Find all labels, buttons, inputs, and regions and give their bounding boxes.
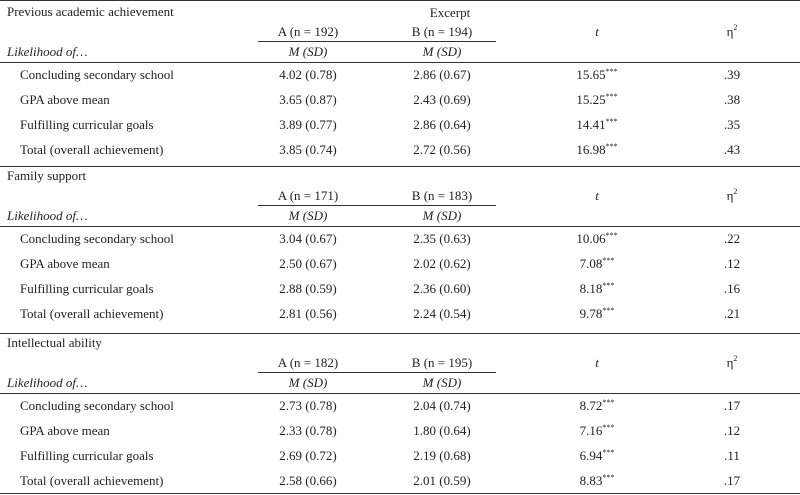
eta-value: .16 — [723, 281, 741, 296]
likelihood-label: Likelihood of… — [7, 208, 88, 223]
t-header: t — [595, 188, 599, 203]
eta-symbol: η — [726, 188, 734, 203]
t-value — [552, 398, 642, 414]
group-a-value: 3.65 (0.87) — [279, 92, 337, 107]
significance-marker: *** — [602, 473, 615, 482]
eta-squared-header — [717, 24, 747, 40]
row-label: GPA above mean — [20, 92, 110, 107]
significance-marker: *** — [602, 306, 615, 315]
eta-superscript: 2 — [733, 354, 738, 363]
group-a-value: 2.69 (0.72) — [279, 448, 337, 463]
group-a-value: 2.88 (0.59) — [279, 281, 337, 296]
t-number: 16.98 — [576, 142, 606, 157]
section-title: Intellectual ability — [7, 335, 102, 350]
group-a-header: A (n = 182) — [277, 355, 339, 370]
significance-marker: *** — [602, 281, 615, 290]
t-value — [552, 117, 642, 133]
t-number: 8.83 — [579, 473, 603, 488]
eta-value: .12 — [723, 423, 741, 438]
eta-value: .21 — [723, 306, 741, 321]
group-a-value: 3.85 (0.74) — [279, 142, 337, 157]
group-b-value: 2.35 (0.63) — [413, 231, 471, 246]
stat-label-b: M (SD) — [422, 44, 462, 59]
group-b-value: 2.86 (0.67) — [413, 67, 471, 82]
t-header: t — [595, 355, 599, 370]
excerpt-header: Excerpt — [429, 5, 471, 20]
t-number: 8.18 — [579, 281, 603, 296]
group-b-value: 2.02 (0.62) — [413, 256, 471, 271]
eta-squared-header — [717, 188, 747, 204]
t-value — [552, 256, 642, 272]
group-a-value: 2.33 (0.78) — [279, 423, 337, 438]
t-value — [552, 423, 642, 439]
group-a-value: 2.50 (0.67) — [279, 256, 337, 271]
section-title: Family support — [7, 168, 87, 183]
group-b-value: 2.86 (0.64) — [413, 117, 471, 132]
t-number: 10.06 — [576, 231, 606, 246]
t-number: 14.41 — [576, 117, 606, 132]
eta-value: .17 — [723, 398, 741, 413]
eta-value: .38 — [723, 92, 741, 107]
eta-value: .17 — [723, 473, 741, 488]
group-a-value: 2.81 (0.56) — [279, 306, 337, 321]
row-label: Concluding secondary school — [20, 398, 174, 413]
group-b-header: B (n = 194) — [411, 24, 473, 39]
group-a-value: 3.04 (0.67) — [279, 231, 337, 246]
eta-value: .22 — [723, 231, 741, 246]
significance-marker: *** — [605, 142, 618, 151]
group-a-value: 3.89 (0.77) — [279, 117, 337, 132]
eta-symbol: η — [726, 24, 734, 39]
group-a-header: A (n = 192) — [277, 24, 339, 39]
section-rule — [0, 166, 800, 167]
row-label: Total (overall achievement) — [20, 142, 164, 157]
t-number: 15.25 — [576, 92, 606, 107]
stat-label-a: M (SD) — [288, 44, 328, 59]
t-value — [552, 67, 642, 83]
eta-superscript: 2 — [733, 23, 738, 32]
significance-marker: *** — [605, 92, 618, 101]
row-label: Total (overall achievement) — [20, 306, 164, 321]
subheader-rule — [0, 62, 800, 63]
group-a-value: 4.02 (0.78) — [279, 67, 337, 82]
group-header-rule — [258, 205, 496, 206]
row-label: Fulfilling curricular goals — [20, 281, 154, 296]
section-title: Previous academic achievement — [7, 4, 174, 19]
significance-marker: *** — [602, 256, 615, 265]
t-value — [552, 92, 642, 108]
eta-symbol: η — [726, 355, 734, 370]
group-b-header: B (n = 195) — [411, 355, 473, 370]
table-top-rule — [0, 0, 800, 1]
eta-squared-header — [717, 355, 747, 371]
t-value — [552, 142, 642, 158]
row-label: Concluding secondary school — [20, 231, 174, 246]
group-b-value: 2.01 (0.59) — [413, 473, 471, 488]
group-a-header: A (n = 171) — [277, 188, 339, 203]
eta-value: .35 — [723, 117, 741, 132]
row-label: Fulfilling curricular goals — [20, 117, 154, 132]
group-b-value: 2.36 (0.60) — [413, 281, 471, 296]
t-value — [552, 448, 642, 464]
t-number: 8.72 — [579, 398, 603, 413]
significance-marker: *** — [605, 67, 618, 76]
t-number: 9.78 — [579, 306, 603, 321]
eta-superscript: 2 — [733, 187, 738, 196]
group-b-value: 2.72 (0.56) — [413, 142, 471, 157]
group-b-value: 2.43 (0.69) — [413, 92, 471, 107]
subheader-rule — [0, 393, 800, 394]
significance-marker: *** — [605, 231, 618, 240]
eta-value: .11 — [724, 448, 740, 463]
stat-label-b: M (SD) — [422, 208, 462, 223]
t-value — [552, 281, 642, 297]
stat-label-a: M (SD) — [288, 375, 328, 390]
group-a-value: 2.73 (0.78) — [279, 398, 337, 413]
eta-value: .39 — [723, 67, 741, 82]
row-label: GPA above mean — [20, 423, 110, 438]
t-value — [552, 473, 642, 489]
significance-marker: *** — [605, 117, 618, 126]
likelihood-label: Likelihood of… — [7, 375, 88, 390]
stat-label-a: M (SD) — [288, 208, 328, 223]
significance-marker: *** — [602, 448, 615, 457]
section-rule — [0, 333, 800, 334]
group-b-value: 2.19 (0.68) — [413, 448, 471, 463]
t-header: t — [595, 24, 599, 39]
t-value — [552, 306, 642, 322]
row-label: Fulfilling curricular goals — [20, 448, 154, 463]
table-bottom-rule — [0, 493, 800, 494]
t-number: 6.94 — [579, 448, 603, 463]
eta-value: .12 — [723, 256, 741, 271]
group-b-value: 1.80 (0.64) — [413, 423, 471, 438]
t-number: 7.16 — [579, 423, 603, 438]
group-b-header: B (n = 183) — [411, 188, 473, 203]
group-header-rule — [258, 41, 496, 42]
row-label: GPA above mean — [20, 256, 110, 271]
significance-marker: *** — [602, 423, 615, 432]
row-label: Total (overall achievement) — [20, 473, 164, 488]
likelihood-label: Likelihood of… — [7, 44, 88, 59]
t-value — [552, 231, 642, 247]
group-header-rule — [258, 372, 496, 373]
significance-marker: *** — [602, 398, 615, 407]
subheader-rule — [0, 226, 800, 227]
t-number: 15.65 — [576, 67, 606, 82]
stat-label-b: M (SD) — [422, 375, 462, 390]
group-b-value: 2.04 (0.74) — [413, 398, 471, 413]
group-b-value: 2.24 (0.54) — [413, 306, 471, 321]
eta-value: .43 — [723, 142, 741, 157]
group-a-value: 2.58 (0.66) — [279, 473, 337, 488]
t-number: 7.08 — [579, 256, 603, 271]
row-label: Concluding secondary school — [20, 67, 174, 82]
